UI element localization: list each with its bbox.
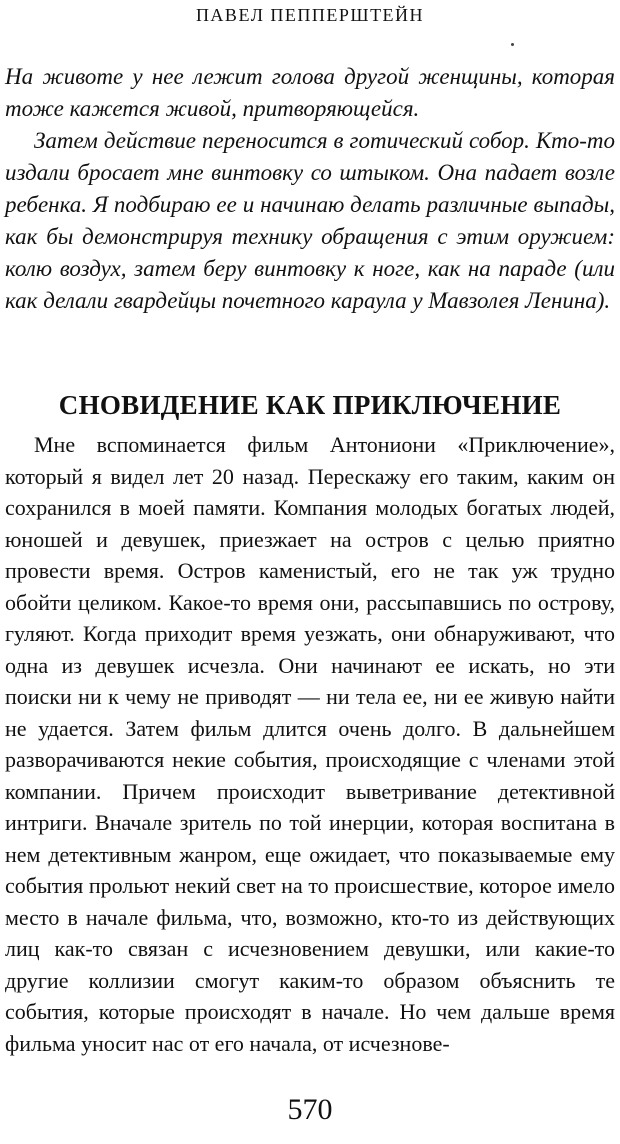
italic-paragraph-1: На животе у нее лежит голова другой женщины, которая тоже кажется живой, притворяющейся.	[5, 64, 615, 121]
print-speck	[511, 43, 514, 46]
italic-paragraph-2: Затем действие переносится в готический собор. Кто-то издали бросает мне винтовку со штыком. Она падает возле ребенка. Я подбираю ее и начинаю делать различные выпады, как бы демонстрируя технику обращения с этим оружием: колю воздух, затем беру винтовку к ноге, как на параде (или как делали гвардейцы почетного караула у Мавзолея Ленина).	[5, 128, 615, 313]
body-paragraph: Мне вспоминается фильм Антониони «Приключение», который я видел лет 20 назад. Перескажу его таким, каким он сохранился в моей памяти. Компания молодых богатых людей, юношей и девушек, приезжает на остров с целью приятно провести время. Остров каменистый, его не так уж трудно обойти целиком. Какое-то время они, рассыпавшись по острову, гуляют. Когда приходит время уезжать, они обнаруживают, что одна из девушек исчезла. Они начинают ее искать, но эти поиски ни к чему не приводят — ни тела ее, ни ее живую найти не удается. Затем фильм длится очень долго. В дальнейшем разворачиваются некие события, происходящие с членами этой компании. Причем происходит выветривание детективной интриги. Вначале зритель по той инерции, которая воспитана в нем детективным жанром, еще ожидает, что показываемые ему события прольют некий свет на то происшествие, которое имело место в начале фильма, что, возможно, кто-то из действующих лиц как-то связан с исчезновением девушки, или какие-то другие коллизии смогут каким-то образом объяснить те события, которые происходят в начале. Но чем дальше время фильма уносит нас от его начала, от исчезнове-	[5, 432, 615, 1056]
dream-description-italic	[5, 61, 615, 317]
section-body	[5, 429, 615, 1059]
running-header: ПАВЕЛ ПЕППЕРШТЕЙН	[195, 5, 425, 25]
page-number: 570	[287, 1093, 333, 1126]
section-heading: СНОВИДЕНИЕ КАК ПРИКЛЮЧЕНИЕ	[58, 390, 562, 421]
